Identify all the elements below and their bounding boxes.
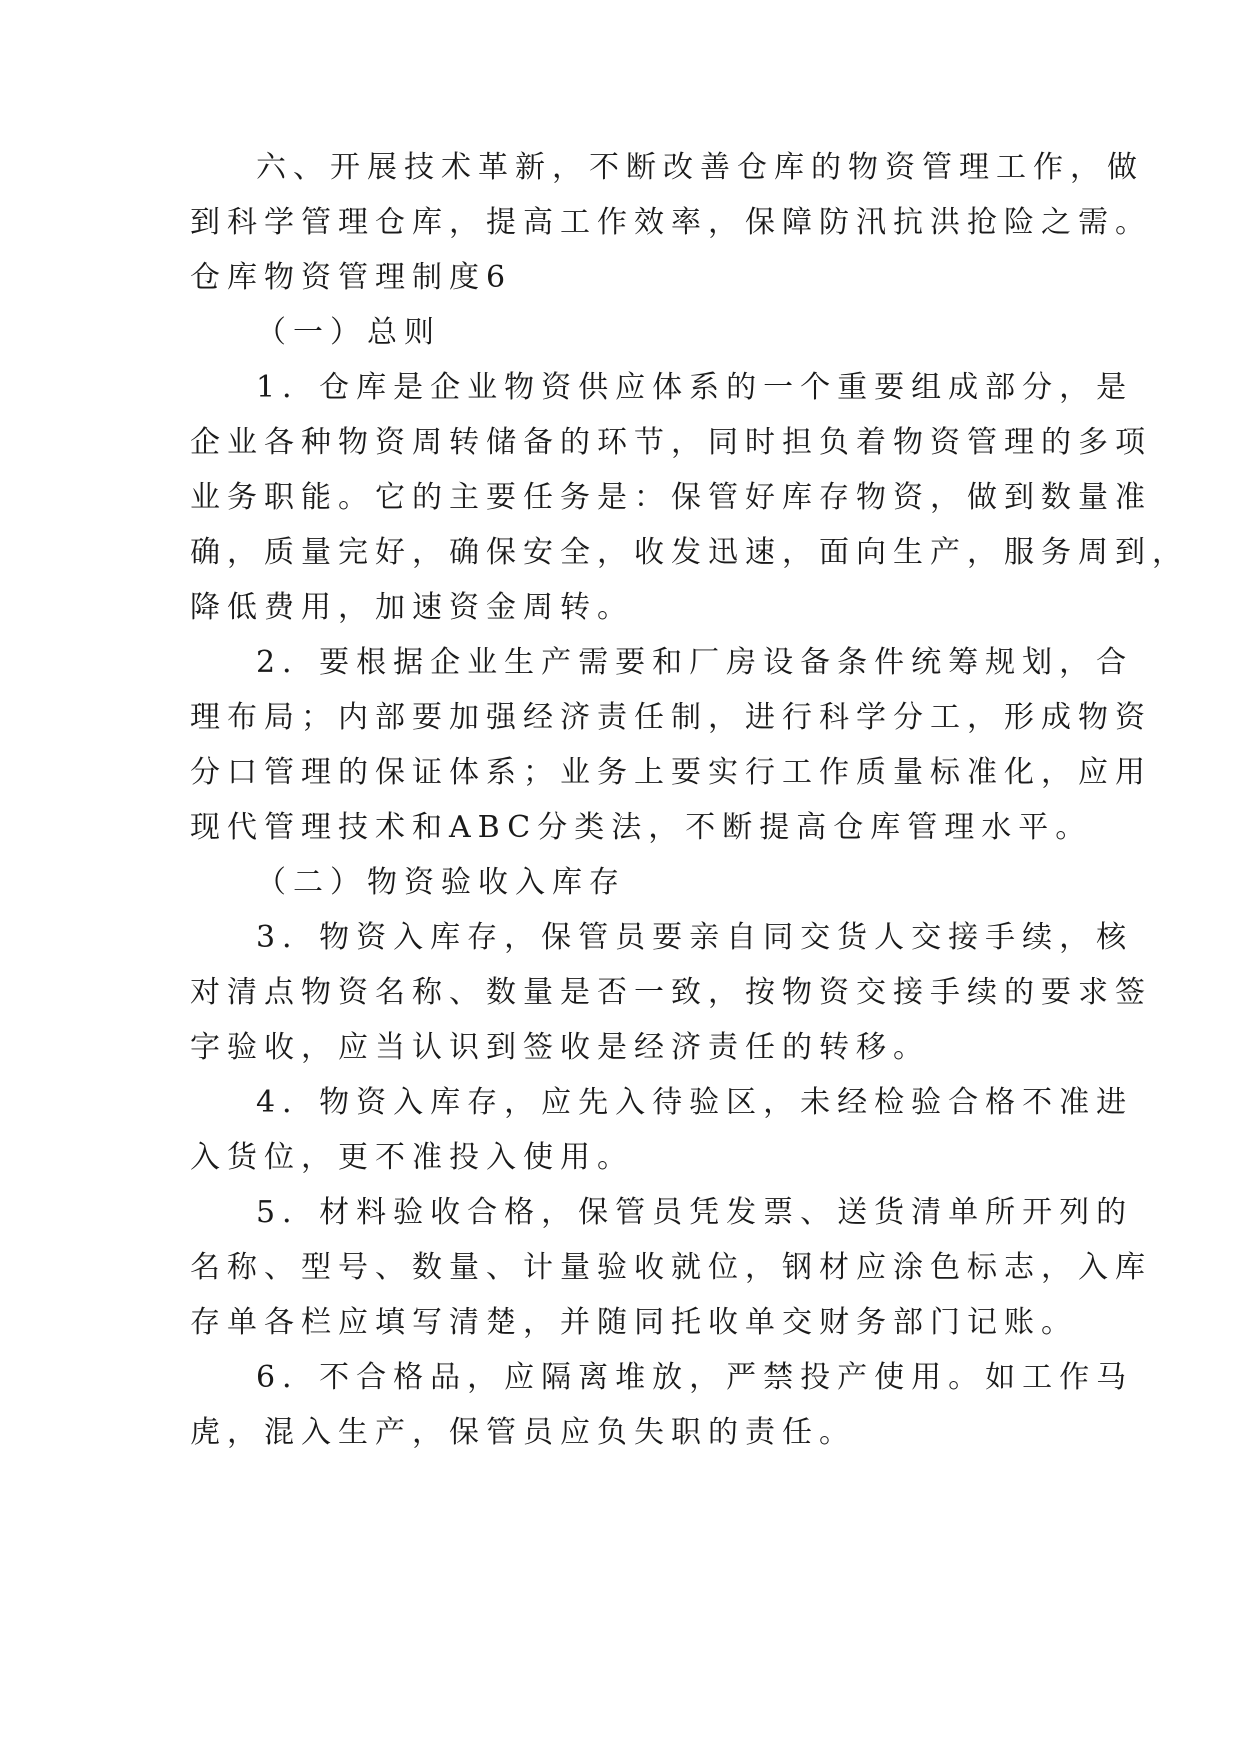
paragraph-line: 现代管理技术和ABC分类法，不断提高仓库管理水平。 [190,810,1093,845]
subsection-heading: （一）总则 [256,315,441,350]
paragraph-line: 业务职能。它的主要任务是：保管好库存物资，做到数量准 [190,480,1152,515]
paragraph-line: 分口管理的保证体系；业务上要实行工作质量标准化，应用 [190,755,1152,790]
paragraph-line: 入货位，更不准投入使用。 [190,1140,634,1175]
paragraph-line: 5．材料验收合格，保管员凭发票、送货清单所开列的 [256,1195,1134,1230]
paragraph-line: 到科学管理仓库，提高工作效率，保障防汛抗洪抢险之需。 [190,205,1152,240]
paragraph-line: 确，质量完好，确保安全，收发迅速，面向生产，服务周到， [190,535,1189,570]
section-title: 仓库物资管理制度6 [190,260,513,295]
paragraph-line: 2．要根据企业生产需要和厂房设备条件统筹规划，合 [256,645,1134,680]
paragraph-line: 理布局；内部要加强经济责任制，进行科学分工，形成物资 [190,700,1152,735]
subsection-heading: （二）物资验收入库存 [256,865,626,900]
paragraph-line: 1．仓库是企业物资供应体系的一个重要组成部分，是 [256,370,1134,405]
paragraph-line: 对清点物资名称、数量是否一致，按物资交接手续的要求签 [190,975,1152,1010]
paragraph-line: 六、开展技术革新，不断改善仓库的物资管理工作，做 [256,150,1144,185]
paragraph-line: 企业各种物资周转储备的环节，同时担负着物资管理的多项 [190,425,1152,460]
paragraph-line: 6．不合格品，应隔离堆放，严禁投产使用。如工作马 [256,1360,1134,1395]
paragraph-line: 字验收，应当认识到签收是经济责任的转移。 [190,1030,930,1065]
paragraph-line: 降低费用，加速资金周转。 [190,590,634,625]
paragraph-line: 存单各栏应填写清楚，并随同托收单交财务部门记账。 [190,1305,1078,1340]
paragraph-line: 名称、型号、数量、计量验收就位，钢材应涂色标志，入库 [190,1250,1152,1285]
paragraph-line: 3．物资入库存，保管员要亲自同交货人交接手续，核 [256,920,1134,955]
paragraph-line: 4．物资入库存，应先入待验区，未经检验合格不准进 [256,1085,1134,1120]
paragraph-line: 虎，混入生产，保管员应负失职的责任。 [190,1415,856,1450]
